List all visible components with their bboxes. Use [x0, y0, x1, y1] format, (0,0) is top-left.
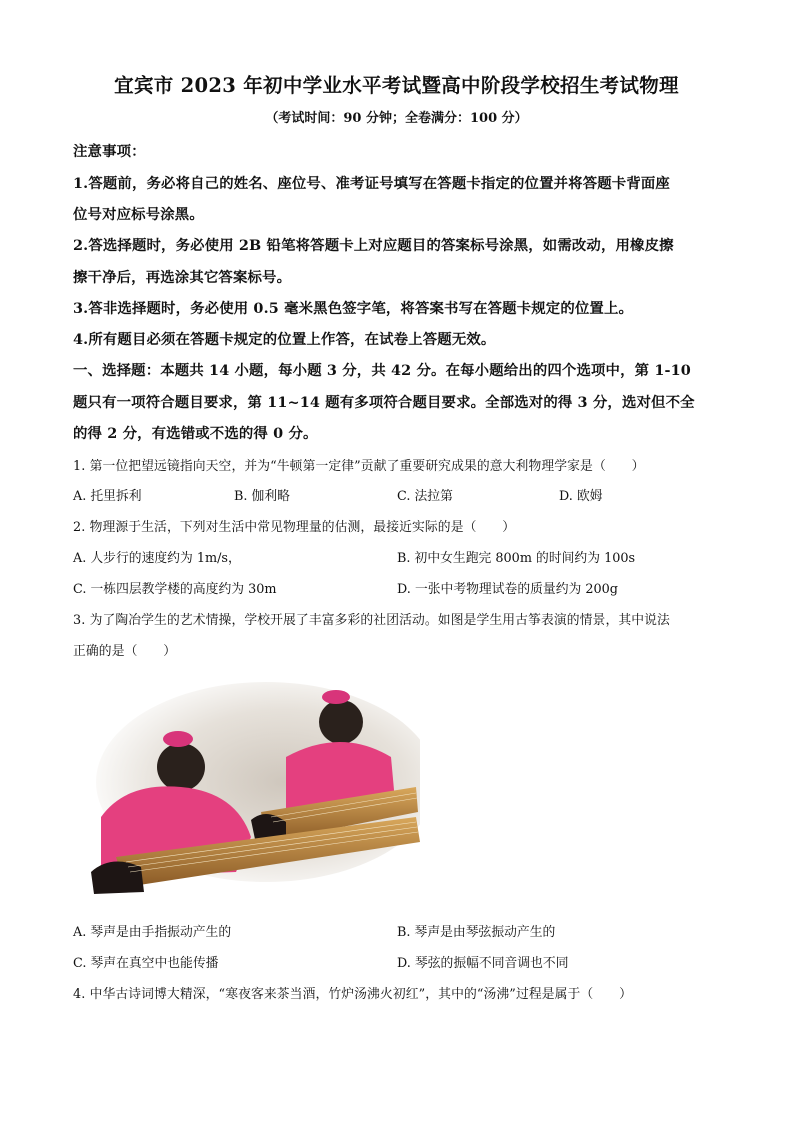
- question-stem: 3. 为了陶冶学生的艺术情操，学校开展了丰富多彩的社团活动。如图是学生用古筝表演的情景，其中说法: [73, 613, 670, 628]
- notice-line: 位号对应标号涂黑。: [73, 206, 204, 223]
- section-line: 一、选择题：本题共 14 小题，每小题 3 分，共 42 分。在每小题给出的四个选项中，第 1-10: [73, 362, 691, 379]
- notice-line: 3.答非选择题时，务必使用 0.5 毫米黑色签字笔，将答案书写在答题卡规定的位置上。: [73, 300, 634, 317]
- option-b: B. 初中女生跑完 800m 的时间约为 100s: [397, 551, 636, 566]
- exam-title: 宜宾市 2023 年初中学业水平考试暨高中阶段学校招生考试物理: [114, 74, 679, 97]
- notice-line: 1.答题前，务必将自己的姓名、座位号、准考证号填写在答题卡指定的位置并将答题卡背面座: [73, 175, 670, 192]
- option-d: D. 一张中考物理试卷的质量约为 200g: [397, 582, 618, 597]
- option-d: D. 欧姆: [559, 489, 603, 504]
- option-c: C. 琴声在真空中也能传播: [73, 956, 219, 971]
- option-d: D. 琴弦的振幅不同音调也不同: [397, 956, 569, 971]
- option-c: C. 法拉第: [397, 489, 453, 504]
- option-b: B. 伽利略: [234, 489, 290, 504]
- notice-line: 擦干净后，再选涂其它答案标号。: [73, 269, 292, 286]
- option-b: B. 琴声是由琴弦振动产生的: [397, 925, 556, 940]
- section-line: 题只有一项符合题目要求，第 11~14 题有多项符合题目要求。全部选对的得 3 分，选对但不全: [73, 394, 695, 411]
- option-c: C. 一栋四层教学楼的高度约为 30m: [73, 582, 277, 597]
- option-a: A. 琴声是由手指振动产生的: [73, 925, 232, 940]
- question-stem: 2. 物理源于生活，下列对生活中常见物理量的估测，最接近实际的是（ ）: [73, 520, 516, 535]
- option-a: A. 人步行的速度约为 1m/s，: [73, 551, 241, 566]
- notice-line: 4.所有题目必须在答题卡规定的位置上作答，在试卷上答题无效。: [73, 331, 496, 348]
- question-stem: 正确的是（ ）: [73, 644, 177, 659]
- notice-line: 2.答选择题时，务必使用 2B 铅笔将答题卡上对应题目的答案标号涂黑，如需改动，用橡皮擦: [73, 237, 674, 254]
- section-line: 的得 2 分，有选错或不选的得 0 分。: [73, 425, 318, 442]
- option-a: A. 托里拆利: [73, 489, 142, 504]
- exam-subtitle: （考试时间：90 分钟；全卷满分：100 分）: [265, 111, 528, 126]
- question-stem: 1. 第一位把望远镜指向天空，并为“牛顿第一定律”贡献了重要研究成果的意大利物理学家是（ ）: [73, 459, 645, 474]
- guzheng-performance-image: [86, 672, 420, 898]
- notice-heading: 注意事项：: [73, 143, 146, 160]
- question-stem: 4. 中华古诗词博大精深，“寒夜客来茶当酒，竹炉汤沸火初红”，其中的“汤沸”过程是属于（ ）: [73, 987, 633, 1002]
